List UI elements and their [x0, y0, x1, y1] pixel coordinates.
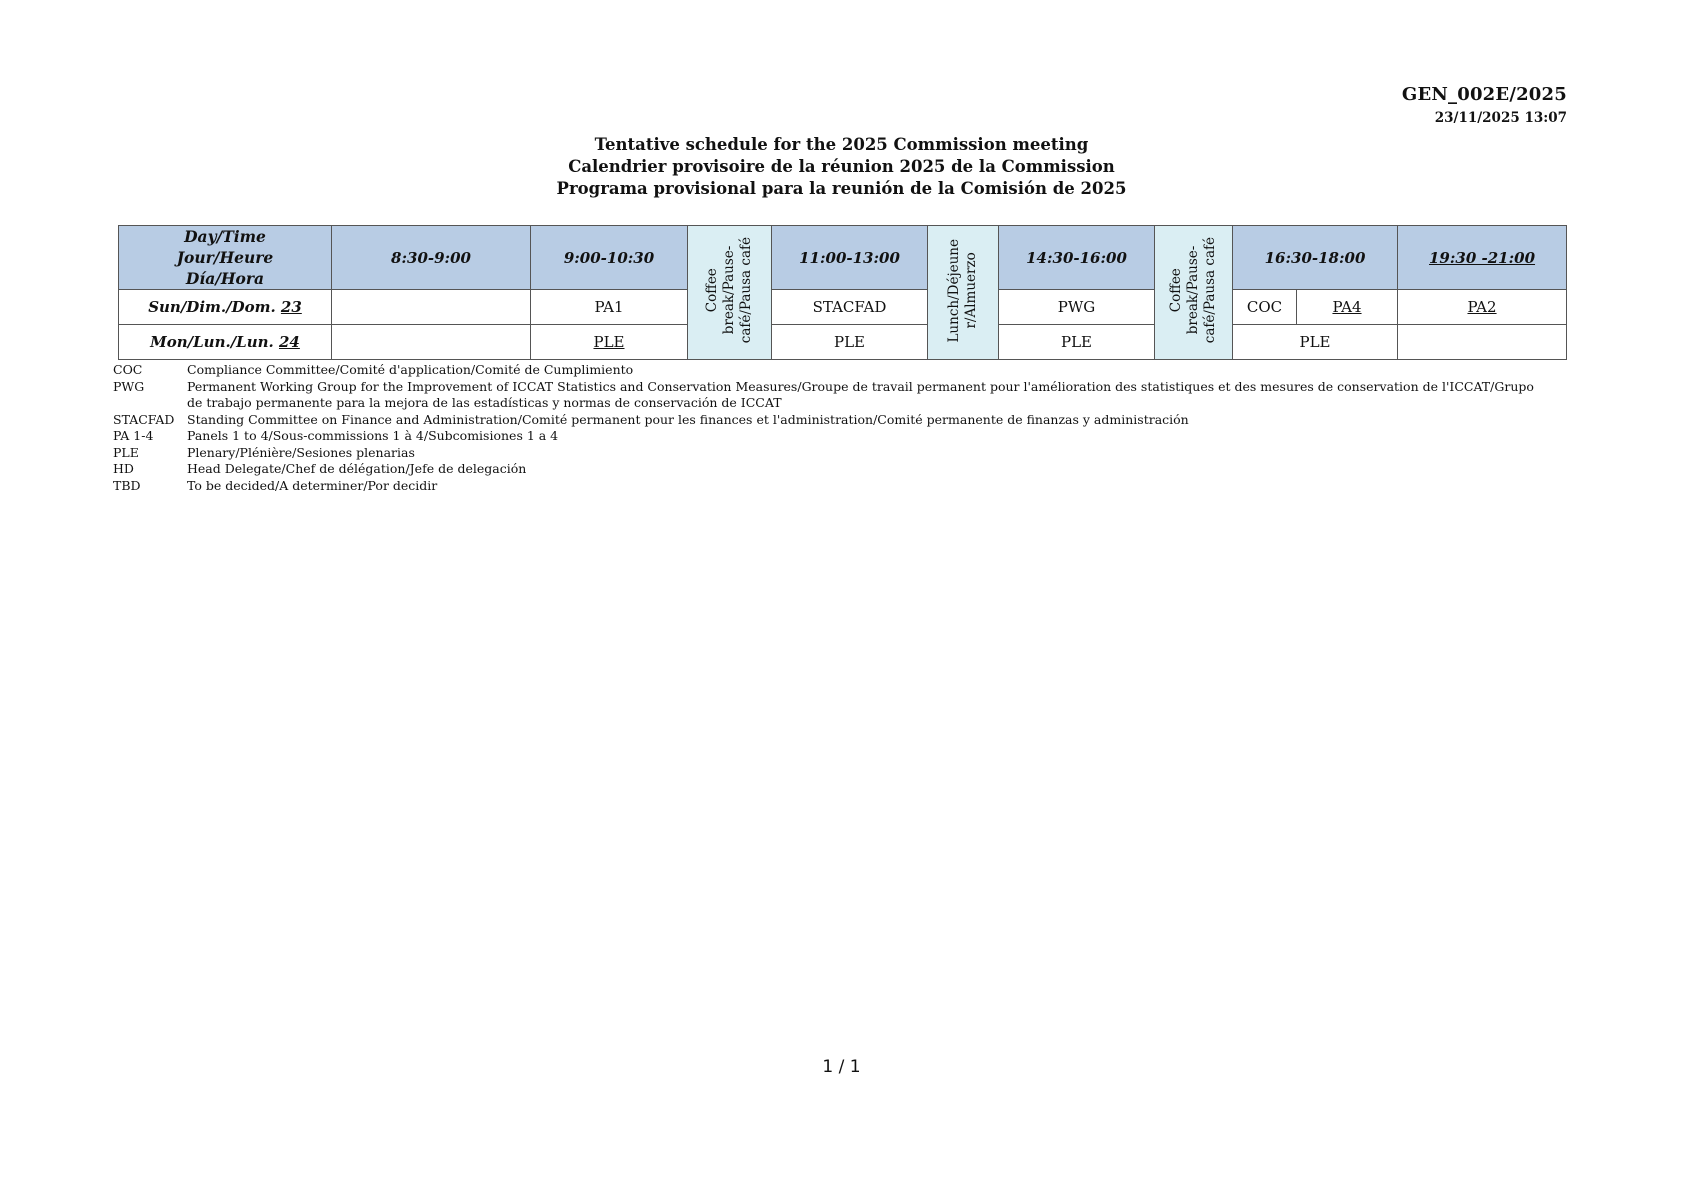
coffee-break-label: Coffee break/Pause- café/Pausa café: [1168, 237, 1218, 344]
header-row: [119, 226, 1567, 290]
day-number: 24: [278, 333, 300, 351]
cell-sun-0900: PA1: [531, 290, 688, 325]
legend-abbr: PWG: [113, 378, 145, 394]
legend-abbr: STACFAD: [113, 411, 175, 427]
legend-abbr: HD: [113, 461, 134, 476]
legend-desc: Compliance Committee/Comité d'application/Comité de Cumplimiento: [187, 362, 634, 377]
title-english: Tentative schedule for the 2025 Commission meeting: [594, 135, 1089, 154]
header-day-time-es: Día/Hora: [185, 269, 265, 288]
legend-desc: Plenary/Plénière/Sesiones plenarias: [187, 444, 415, 460]
legend-item: [113, 412, 1547, 429]
legend-item: [113, 478, 1547, 495]
reference-datetime: 23/11/2025 13:07: [1434, 110, 1567, 126]
cell-sun-1630-a: COC: [1233, 290, 1297, 325]
legend-abbr: PA 1-4: [113, 428, 154, 443]
document-titles: [0, 134, 1683, 200]
coffee-break-afternoon: [1155, 226, 1233, 360]
legend-item: [113, 428, 1547, 445]
cell-sun-0830: [332, 290, 531, 325]
legend-desc: Head Delegate/Chef de délégation/Jefe de delegación: [187, 461, 527, 476]
header-slot-1930: 19:30 -21:00: [1398, 226, 1567, 290]
legend-abbr: COC: [113, 362, 143, 377]
title-french: Calendrier provisoire de la réunion 2025 de la Commission: [568, 157, 1115, 176]
header-day-time-en: Day/Time: [184, 227, 266, 246]
cell-mon-1630: PLE: [1233, 325, 1398, 360]
legend-desc: To be decided/A determiner/Por decidir: [187, 477, 438, 493]
cell-sun-1430: PWG: [999, 290, 1155, 325]
legend-item: [113, 461, 1547, 478]
cell-mon-1930: [1398, 325, 1567, 360]
table-row-monday: [119, 325, 1567, 360]
header-slot-1100: 11:00-13:00: [772, 226, 928, 290]
header-slot-1630: 16:30-18:00: [1233, 226, 1398, 290]
legend-item: [113, 362, 1547, 379]
cell-sun-1930: PA2: [1398, 290, 1567, 325]
lunch-break: [928, 226, 999, 360]
header-day-time: [119, 226, 332, 290]
day-name: Sun/Dim./Dom.: [148, 298, 281, 316]
cell-mon-0830: [332, 325, 531, 360]
legend-desc: Standing Committee on Finance and Administration/Comité permanent pour les finances et l'administration/Comité permanente de finanzas y administración: [187, 411, 1189, 427]
cell-mon-1430: PLE: [999, 325, 1155, 360]
lunch-label: Lunch/Déjeune r/Almuerzo: [946, 238, 979, 343]
table-row-sunday: [119, 290, 1567, 325]
abbreviation-legend: [113, 362, 1547, 494]
legend-item: [113, 445, 1547, 462]
title-spanish: Programa provisional para la reunión de la Comisión de 2025: [556, 179, 1127, 198]
day-label-monday: [119, 325, 332, 360]
day-label-sunday: [119, 290, 332, 325]
legend-desc: Permanent Working Group for the Improvement of ICCAT Statistics and Conservation Measures/Groupe de travail permanent pour l'amélioration des statistiques et des mesures de conservation de l'ICCAT/Grupo de trabajo permanente para la mejora de las estadísticas y normas de conservación de ICCAT: [187, 378, 1534, 410]
schedule-table: [118, 225, 1567, 360]
coffee-break-morning: [688, 226, 772, 360]
reference-code: GEN_002E/2025: [1401, 84, 1567, 105]
legend-item: [113, 379, 1547, 412]
header-slot-0830: 8:30-9:00: [332, 226, 531, 290]
coffee-break-label: Coffee break/Pause- café/Pausa café: [704, 237, 754, 344]
header-day-time-fr: Jour/Heure: [176, 248, 274, 267]
page-number: 1 / 1: [822, 1057, 861, 1077]
cell-mon-1100: PLE: [772, 325, 928, 360]
day-number: 23: [280, 298, 302, 316]
cell-sun-1630-b: PA4: [1297, 290, 1398, 325]
day-name: Mon/Lun./Lun.: [150, 333, 279, 351]
document-reference: [1402, 84, 1567, 128]
header-slot-1430: 14:30-16:00: [999, 226, 1155, 290]
legend-abbr: TBD: [113, 477, 141, 493]
legend-desc: Panels 1 to 4/Sous-commissions 1 à 4/Subcomisiones 1 a 4: [187, 428, 559, 443]
cell-mon-0900: PLE: [531, 325, 688, 360]
cell-sun-1100: STACFAD: [772, 290, 928, 325]
header-slot-0900: 9:00-10:30: [531, 226, 688, 290]
legend-abbr: PLE: [113, 444, 139, 460]
